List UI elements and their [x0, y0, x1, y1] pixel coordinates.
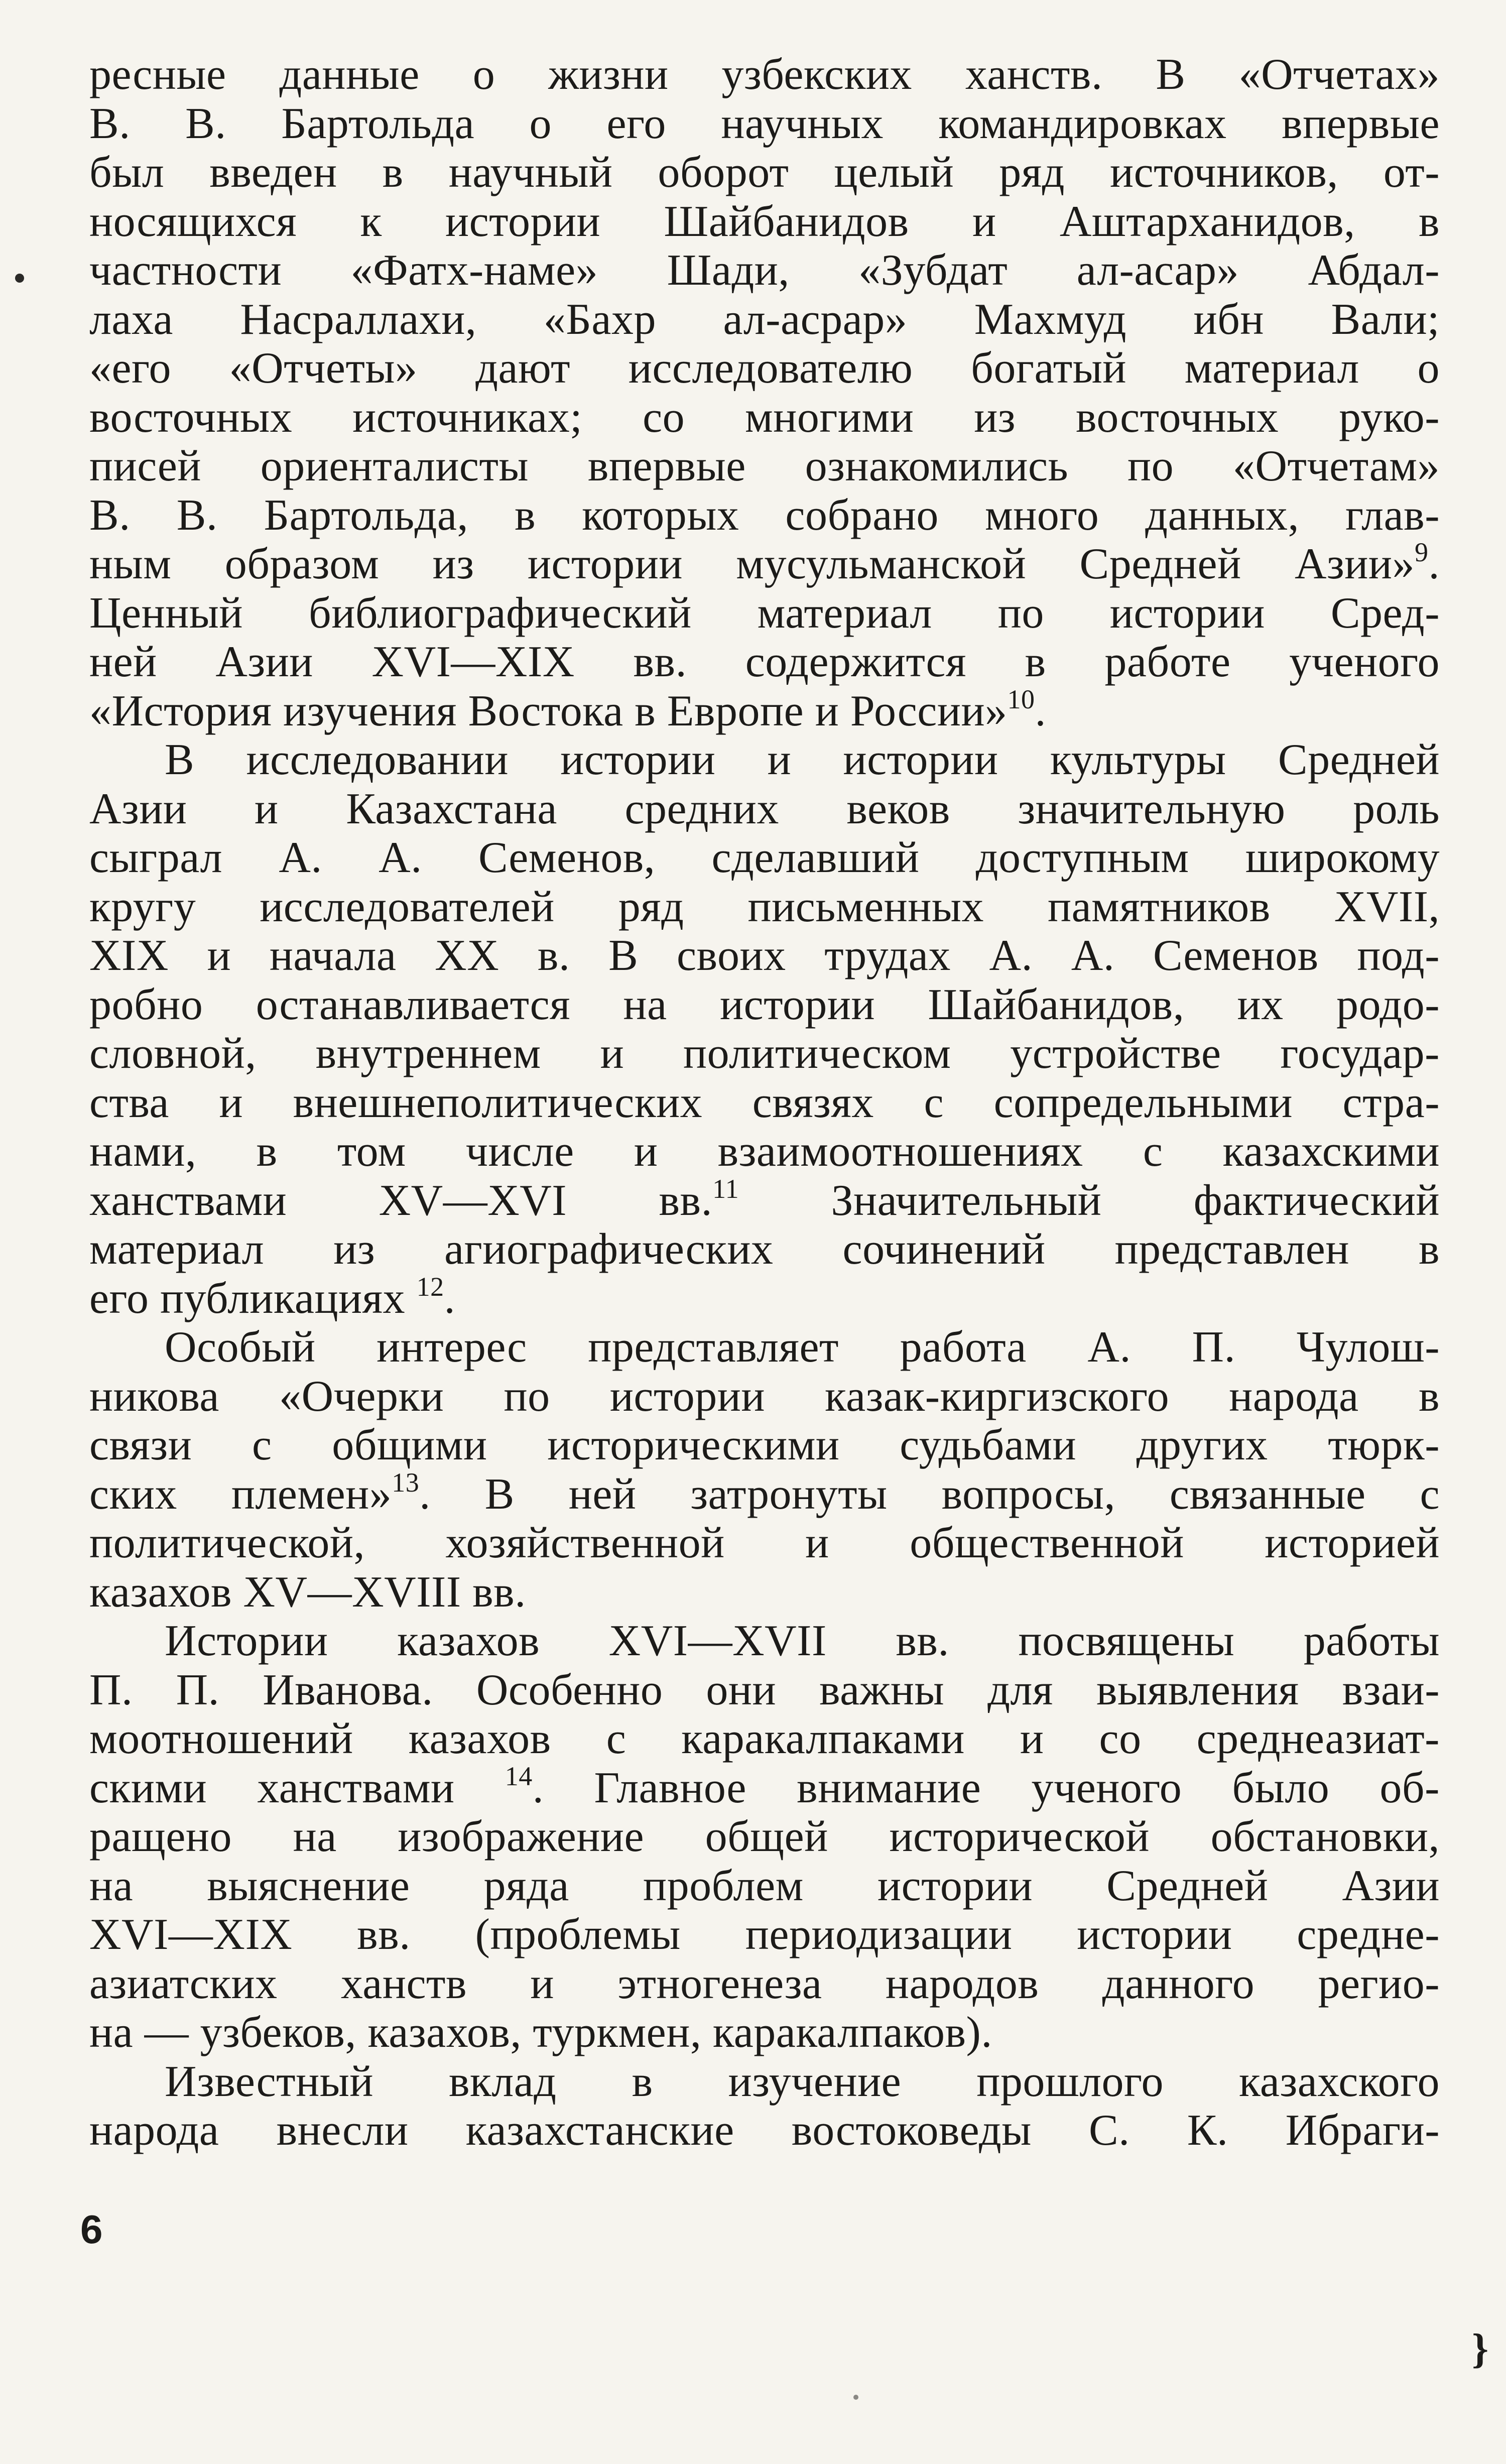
- text-line: Ценный библиографический материал по истории Сред-: [89, 588, 1440, 638]
- text-segment: ских племен»: [89, 1469, 392, 1519]
- text-line: XVI—XIX вв. (проблемы периодизации истории средне-: [89, 1910, 1440, 1959]
- text-line: азиатских ханств и этногенеза народов данного регио-: [89, 1959, 1440, 2008]
- text-line: восточных источниках; со многими из восточных руко-: [89, 393, 1440, 442]
- edge-mark: }: [1472, 2325, 1489, 2372]
- text-segment: Значительный фактический: [739, 1176, 1440, 1225]
- text-line: ства и внешнеполитических связях с сопредельными стра-: [89, 1078, 1440, 1127]
- text-line: В. В. Бартольда о его научных командировках впервые: [89, 99, 1440, 148]
- text-line: лаха Насраллахи, «Бахр ал-асрар» Махмуд ибн Вали;: [89, 295, 1440, 344]
- paragraph: [89, 1323, 1440, 1617]
- text-line: Азии и Казахстана средних веков значительную роль: [89, 784, 1440, 833]
- text-line: Особый интерес представляет работа А. П. Чулош-: [165, 1323, 1440, 1372]
- text-line: П. П. Иванова. Особенно они важны для выявления взаи-: [89, 1665, 1440, 1714]
- text-segment: .: [444, 1274, 456, 1323]
- text-line: политической, хозяйственной и общественной историей: [89, 1519, 1440, 1567]
- text-line: носящихся к истории Шайбанидов и Аштарханидов, в: [89, 197, 1440, 246]
- text-line: [89, 537, 1440, 589]
- text-line: [89, 1271, 1440, 1323]
- footnote-ref: 13: [392, 1467, 420, 1498]
- text-line: «его «Отчеты» дают исследователю богатый материал о: [89, 344, 1440, 393]
- paragraph: [89, 1617, 1440, 2057]
- text-line: ресные данные о жизни узбекских ханств. В «Отчетах»: [89, 50, 1440, 99]
- text-segment: скими ханствами: [89, 1763, 505, 1812]
- text-line: ращено на изображение общей исторической обстановки,: [89, 1812, 1440, 1861]
- footnote-ref: 10: [1007, 684, 1035, 714]
- text-line: В исследовании истории и истории культуры Средней: [165, 735, 1440, 784]
- text-line: связи с общими историческими судьбами других тюрк-: [89, 1421, 1440, 1469]
- text-line: частности «Фатх-наме» Шади, «Зубдат ал-асар» Абдал-: [89, 246, 1440, 295]
- text-line: был введен в научный оборот целый ряд источников, от-: [89, 148, 1440, 197]
- page-number: 6: [80, 2207, 103, 2252]
- text-line: кругу исследователей ряд письменных памятников XVII,: [89, 882, 1440, 931]
- text-line: [89, 1761, 1440, 1813]
- text-line: никова «Очерки по истории казак-киргизского народа в: [89, 1372, 1440, 1421]
- text-line: на — узбеков, казахов, туркмен, каракалпаков).: [89, 2008, 992, 2057]
- text-segment: его публикациях: [89, 1274, 417, 1323]
- margin-dot: [15, 274, 24, 283]
- text-segment: ханствами XV—XVI вв.: [89, 1176, 713, 1225]
- footnote-ref: 9: [1415, 537, 1429, 567]
- text-line: казахов XV—XVIII вв.: [89, 1567, 526, 1617]
- text-segment: «История изучения Востока в Европе и России»: [89, 686, 1008, 735]
- text-line: ней Азии XVI—XIX вв. содержится в работе ученого: [89, 638, 1440, 686]
- text-line: Истории казахов XVI—XVII вв. посвящены работы: [165, 1617, 1440, 1665]
- footnote-ref: 14: [505, 1761, 533, 1791]
- print-speck: [853, 2395, 858, 2400]
- text-line: моотношений казахов с каракалпаками и со среднеазиат-: [89, 1714, 1440, 1763]
- text-segment: . Главное внимание ученого было об-: [532, 1763, 1440, 1812]
- text-line: словной, внутреннем и политическом устройстве государ-: [89, 1029, 1440, 1078]
- body-text: [89, 50, 1440, 2155]
- text-line: писей ориенталисты впервые ознакомились по «Отчетам»: [89, 442, 1440, 490]
- paragraph: [89, 735, 1440, 1323]
- text-line: В. В. Бартольда, в которых собрано много данных, глав-: [89, 490, 1440, 540]
- text-line: Известный вклад в изучение прошлого казахского: [165, 2057, 1440, 2106]
- footnote-ref: 11: [712, 1173, 739, 1204]
- text-line: сыграл А. А. Семенов, сделавший доступным широкому: [89, 833, 1440, 882]
- text-line: XIX и начала XX в. В своих трудах А. А. Семенов под-: [89, 931, 1440, 980]
- footnote-ref: 12: [416, 1271, 444, 1302]
- text-segment: .: [1428, 540, 1440, 588]
- text-segment: .: [1035, 686, 1047, 735]
- paragraph: [89, 50, 1440, 735]
- text-line: нами, в том числе и взаимоотношениях с казахскими: [89, 1127, 1440, 1176]
- text-line: [89, 1173, 1440, 1225]
- text-segment: ным образом из истории мусульманской Средней Азии»: [89, 540, 1415, 588]
- text-line: [89, 1467, 1440, 1519]
- text-line: материал из агиографических сочинений представлен в: [89, 1225, 1440, 1274]
- paragraph: [89, 2057, 1440, 2155]
- text-segment: . В ней затронуты вопросы, связанные с: [419, 1469, 1440, 1519]
- text-line: робно останавливается на истории Шайбанидов, их родо-: [89, 980, 1440, 1029]
- text-line: [89, 684, 1440, 736]
- text-line: народа внесли казахстанские востоковеды С. К. Ибраги-: [89, 2106, 1440, 2155]
- text-line: на выяснение ряда проблем истории Средней Азии: [89, 1861, 1440, 1910]
